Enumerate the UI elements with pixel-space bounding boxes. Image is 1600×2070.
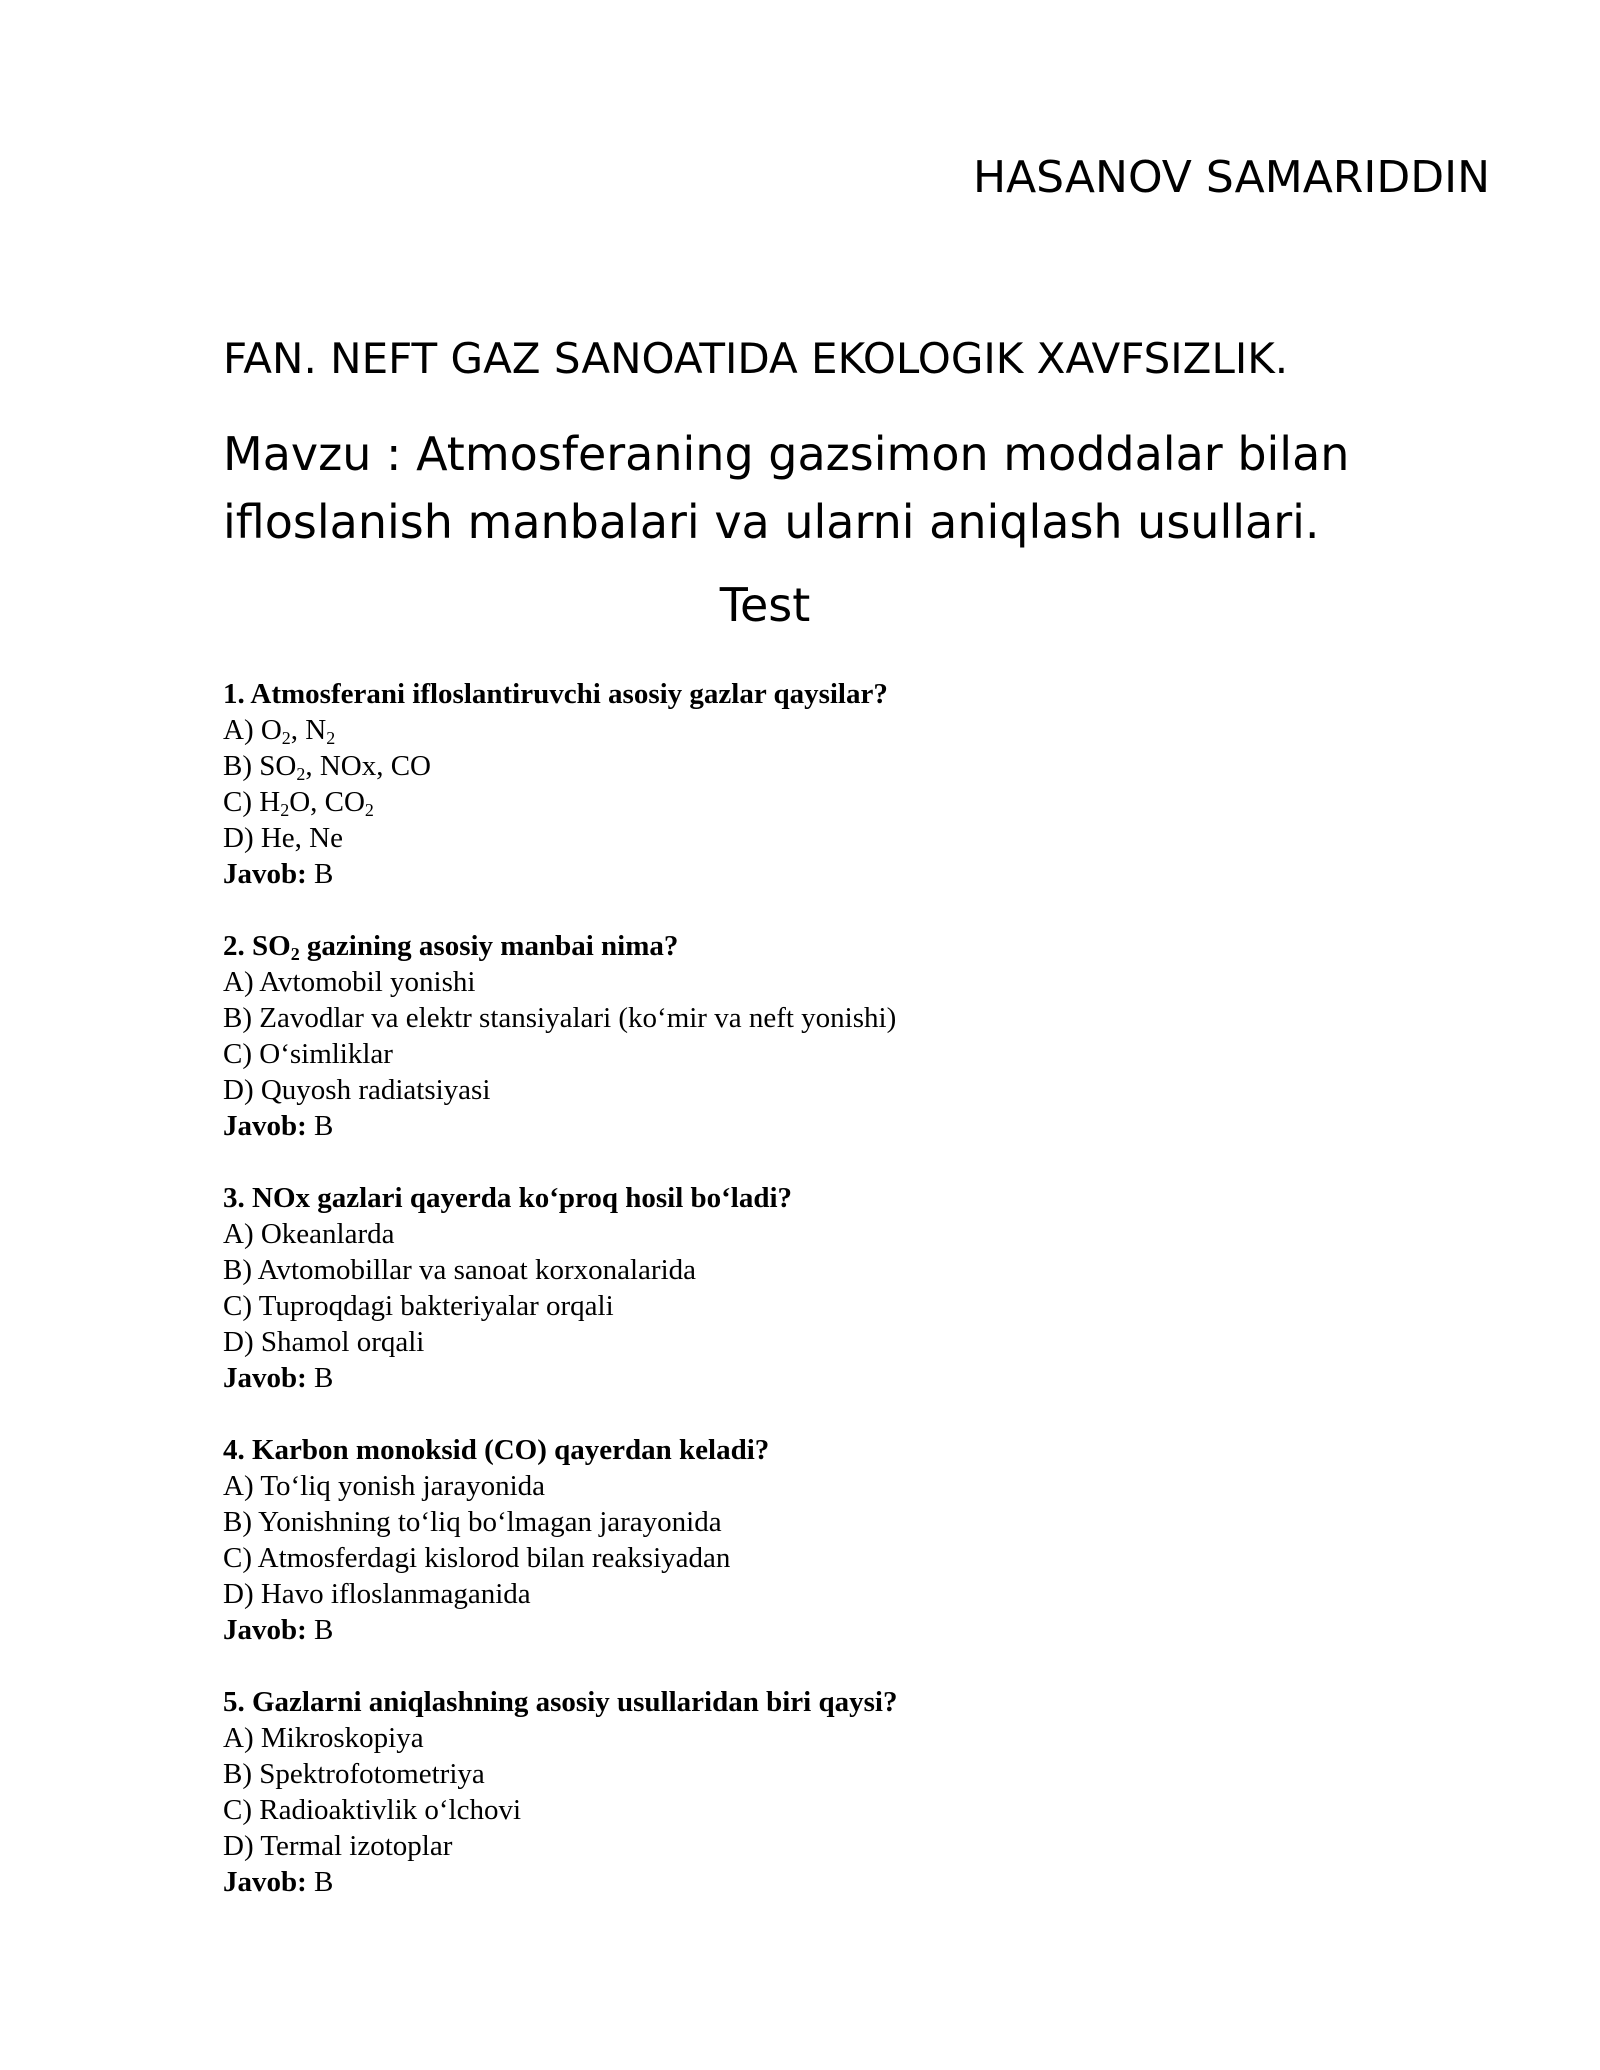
answer-option: C) O‘simliklar (223, 1038, 393, 1070)
question-block (223, 1180, 1473, 1396)
question-text: 2. $SO_2$ gazining asosiy manbai nima? (223, 930, 679, 965)
question-block (223, 1684, 1473, 1900)
subscript: 2 (281, 728, 291, 749)
questions-list (223, 676, 1473, 1936)
answer-option: B) Yonishning to‘liq bo‘lmagan jarayonida (223, 1506, 722, 1538)
answer-option: B) $SO_2$, NOx, CO (223, 750, 431, 785)
correct-answer: Javob: B (223, 1614, 334, 1646)
answer-option: B) Zavodlar va elektr stansiyalari (ko‘mir va neft yonishi) (223, 1002, 897, 1034)
correct-answer: Javob: B (223, 1110, 334, 1142)
subscript: 2 (280, 800, 290, 821)
question-block (223, 676, 1473, 892)
correct-answer: Javob: B (223, 1362, 334, 1394)
subscript: 2 (326, 728, 336, 749)
answer-label: Javob: (223, 1110, 307, 1142)
answer-option: A) Avtomobil yonishi (223, 966, 476, 998)
subscript: 2 (364, 800, 374, 821)
subscript: 2 (296, 764, 306, 785)
question-text: 1. Atmosferani ifloslantiruvchi asosiy gazlar qaysilar? (223, 678, 888, 710)
answer-option: B) Spektrofotometriya (223, 1758, 485, 1790)
answer-option: C) $H_2O$, $CO_2$ (223, 786, 374, 821)
answer-label: Javob: (223, 1866, 307, 1898)
answer-option: D) He, Ne (223, 822, 343, 854)
answer-option: C) Radioaktivlik o‘lchovi (223, 1794, 522, 1826)
answer-label: Javob: (223, 1362, 307, 1394)
correct-answer: Javob: B (223, 858, 334, 890)
topic-heading: Mavzu : Atmosferaning gazsimon moddalar bilan ifloslanish manbalari va ularni aniqlash usullari. (223, 427, 1350, 549)
answer-option: A) To‘liq yonish jarayonida (223, 1470, 546, 1502)
answer-option: D) Quyosh radiatsiyasi (223, 1074, 491, 1106)
subject-heading: FAN. NEFT GAZ SANOATIDA EKOLOGIK XAVFSIZLIK. (223, 334, 1289, 383)
answer-option: A) $O_2$, $N_2$ (223, 714, 336, 749)
answer-option: A) Mikroskopiya (223, 1722, 424, 1754)
answer-option: D) Havo ifloslanmaganida (223, 1578, 531, 1610)
answer-label: Javob: (223, 858, 307, 890)
author-name: HASANOV SAMARIDDIN (973, 152, 1490, 203)
answer-option: D) Termal izotoplar (223, 1830, 453, 1862)
answer-label: Javob: (223, 1614, 307, 1646)
question-text: 3. NOx gazlari qayerda ko‘proq hosil bo‘ladi? (223, 1182, 793, 1214)
test-title: Test (719, 578, 811, 632)
answer-option: B) Avtomobillar va sanoat korxonalarida (223, 1254, 697, 1286)
subscript: 2 (290, 944, 300, 965)
answer-option: A) Okeanlarda (223, 1218, 395, 1250)
answer-option: C) Tuproqdagi bakteriyalar orqali (223, 1290, 614, 1322)
question-block (223, 928, 1473, 1144)
correct-answer: Javob: B (223, 1866, 334, 1898)
question-block (223, 1432, 1473, 1648)
answer-option: D) Shamol orqali (223, 1326, 425, 1358)
question-text: 5. Gazlarni aniqlashning asosiy usullaridan biri qaysi? (223, 1686, 898, 1718)
question-text: 4. Karbon monoksid (CO) qayerdan keladi? (223, 1434, 770, 1466)
answer-option: C) Atmosferdagi kislorod bilan reaksiyadan (223, 1542, 731, 1574)
